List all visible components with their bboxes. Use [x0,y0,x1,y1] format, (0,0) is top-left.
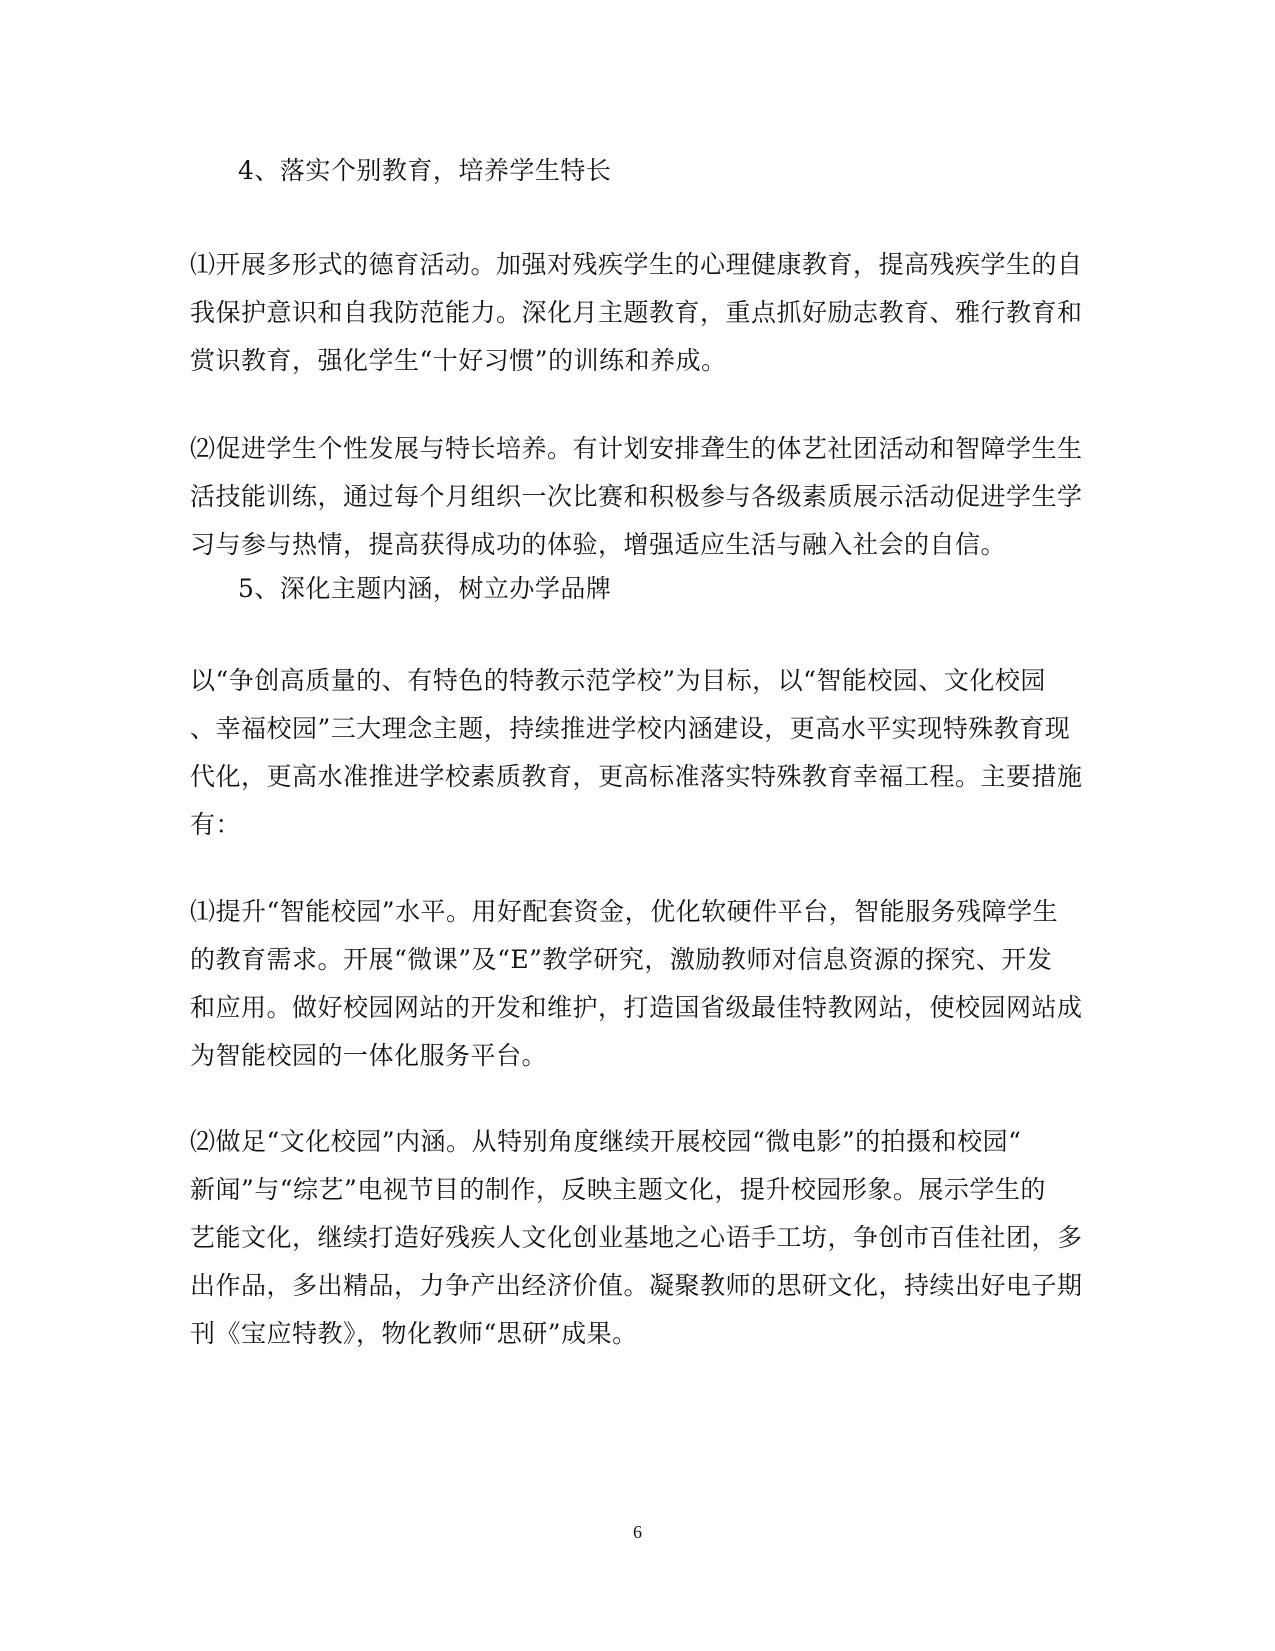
paragraph-line: 我保护意识和自我防范能力。深化月主题教育，重点抓好励志教育、雅行教育和 [190,298,1083,327]
paragraph-line: ⑵做足“文化校园”内涵。从特别角度继续开展校园“微电影”的拍摄和校园“ [190,1127,1022,1156]
paragraph-line: 以“争创高质量的、有特色的特教示范学校”为目标，以“智能校园、文化校园 [190,666,1046,695]
paragraph-line: 代化，更高水准推进学校素质教育，更高标准落实特殊教育幸福工程。主要措施 [190,762,1083,791]
paragraph-culture-campus [190,1118,1083,1358]
paragraph-line: 活技能训练，通过每个月组织一次比赛和积极参与各级素质展示活动促进学生学 [190,482,1083,511]
paragraph-brand-intro [190,657,1083,849]
paragraph-line: 出作品，多出精品，力争产出经济价值。凝聚教师的思研文化，持续出好电子期 [190,1271,1083,1300]
paragraph-line: ⑵促进学生个性发展与特长培养。有计划安排聋生的体艺社团活动和智障学生生 [190,434,1083,463]
paragraph-line: 刊《宝应特教》，物化教师“思研”成果。 [190,1319,638,1348]
paragraph-moral-education [190,241,1083,385]
paragraph-line: ⑴开展多形式的德育活动。加强对残疾学生的心理健康教育，提高残疾学生的自 [190,250,1083,279]
paragraph-personal-development [190,425,1083,569]
paragraph-line: 、幸福校园”三大理念主题，持续推进学校内涵建设，更高水平实现特殊教育现 [190,714,1071,743]
paragraph-line: 有： [190,810,242,839]
paragraph-smart-campus [190,888,1083,1080]
paragraph-line: 为智能校园的一体化服务平台。 [190,1041,548,1070]
page-number: 6 [633,1522,642,1542]
paragraph-line: 新闻”与“综艺”电视节目的制作，反映主题文化，提升校园形象。展示学生的 [190,1175,1046,1204]
paragraph-line: ⑴提升“智能校园”水平。用好配套资金，优化软硬件平台，智能服务残障学生 [190,897,1059,926]
paragraph-line: 赏识教育，强化学生“十好习惯”的训练和养成。 [190,346,727,375]
paragraph-line: 习与参与热情，提高获得成功的体验，增强适应生活与融入社会的自信。 [190,530,1007,559]
paragraph-line: 和应用。做好校园网站的开发和维护，打造国省级最佳特教网站，使校园网站成 [190,993,1083,1022]
paragraph-line: 的教育需求。开展“微课”及“E”教学研究，激励教师对信息资源的探究、开发 [190,945,1053,974]
section-heading-5: 5、深化主题内涵，树立办学品牌 [238,574,612,603]
paragraph-line: 艺能文化，继续打造好残疾人文化创业基地之心语手工坊，争创市百佳社团，多 [190,1223,1083,1252]
section-heading-4: 4、落实个别教育，培养学生特长 [238,156,612,185]
